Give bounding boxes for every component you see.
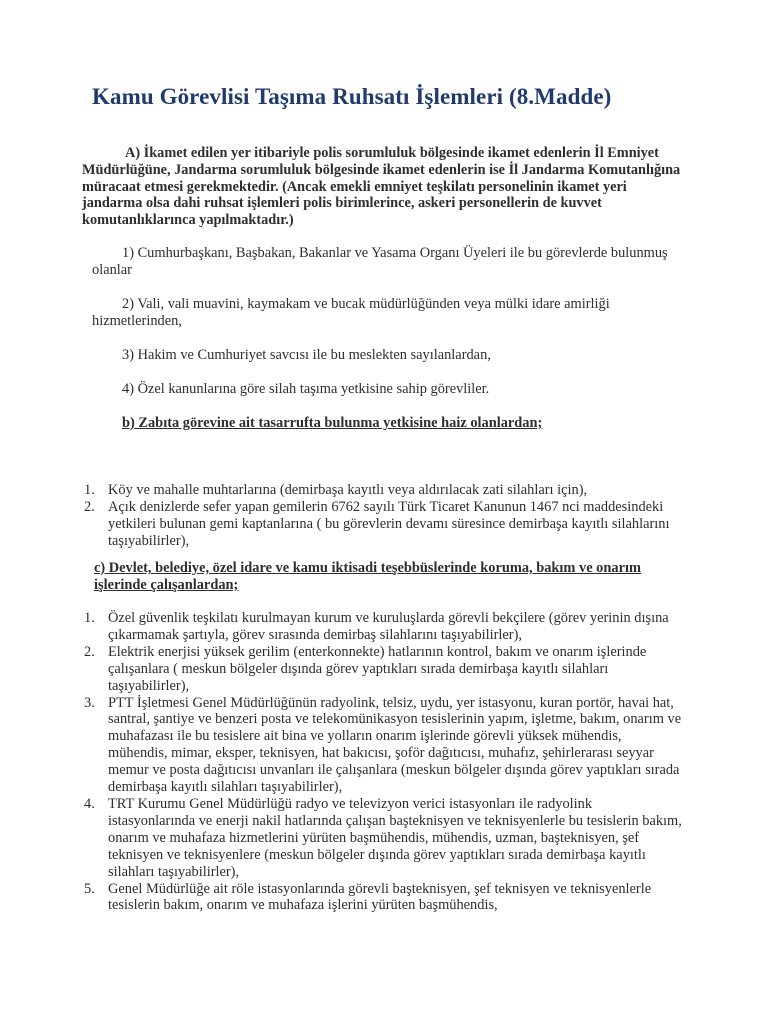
list-item-number: 1.	[84, 610, 95, 626]
list-item	[82, 695, 682, 796]
paragraph-4	[92, 381, 682, 398]
paragraph-text: 1) Cumhurbaşkanı, Başbakan, Bakanlar ve Yasama Organı Üyeleri ile bu görevlerde bulunmuş olanlar	[92, 245, 668, 278]
list-item	[82, 881, 682, 915]
paragraph-text: 2) Vali, vali muavini, kaymakam ve bucak müdürlüğünden veya mülki idare amirliği hizmetlerinden,	[92, 296, 610, 329]
list-item-number: 2.	[84, 643, 95, 660]
intro-paragraph	[82, 145, 682, 229]
paragraph-2	[92, 296, 682, 330]
section-c-list	[82, 610, 682, 914]
list-item-text: Açık denizlerde sefer yapan gemilerin 6762 sayılı Türk Ticaret Kanunun 1467 nci maddesindeki yetkileri bulunan gemi kaptanlarına ( bu görevlerin devamı süresince demirbaşa kayıtlı silahlarını taşıyabilirler),	[108, 498, 670, 549]
list-item	[82, 796, 682, 881]
list-item-text: Genel Müdürlüğe ait röle istasyonlarında görevli başteknisyen, şef teknisyen ve teknisyenlerle tesislerin bakım, onarım ve muhafaza işlerini yürüten başmühendis,	[108, 880, 652, 914]
section-b-list	[82, 482, 682, 550]
paragraph-1	[92, 245, 682, 279]
list-item-number: 5.	[84, 880, 95, 897]
list-item-number: 1.	[84, 482, 95, 498]
list-item-text: Özel güvenlik teşkilatı kurulmayan kurum ve kuruluşlarda görevli bekçilere (görev yerinin dışına çıkarmamak şartıyla, görev sırasında demirbaş silahlarını taşıyabilirler),	[108, 610, 669, 643]
list-item	[82, 610, 682, 644]
list-item-number: 2.	[84, 498, 95, 515]
paragraph-3	[92, 347, 682, 364]
section-c-heading: c) Devlet, belediye, özel idare ve kamu iktisadi teşebbüslerinde koruma, bakım ve onarım işlerinde çalışanlardan;	[94, 560, 641, 593]
intro-text: A) İkamet edilen yer itibariyle polis sorumluluk bölgesinde ikamet edenlerin İl Emniyet Müdürlüğüne, Jandarma sorumluluk bölgesinde ikamet edenlerin ise İl Jandarma Komutanlığına müracaat etmesi gerekmektedir. (Ancak emekli emniyet teşkilatı personelinin ikamet yeri jandarma olsa dahi ruhsat işlemleri polis birimlerince, askeri personellerin de kuvvet komutanlıklarınca yapılmaktadır.)	[82, 145, 681, 229]
list-item-number: 4.	[84, 795, 95, 812]
list-item-text: TRT Kurumu Genel Müdürlüğü radyo ve televizyon verici istasyonları ile radyolink istasyonlarında ve enerji nakil hatlarında çalışan başteknisyen ve teknisyenlerle bu tesislerin bakım, onarım ve muhafaza hizmetlerini yürüten başmühendis, mühendis, uzman, başteknisyen, şef teknisyen ve teknisyenlere (meskun bölgeler dışında görev yaptıkları sırada demirbaşa kayıtlı silahları taşıyabilirler),	[108, 795, 682, 880]
document-title: Kamu Görevlisi Taşıma Ruhsatı İşlemleri (8.Madde)	[92, 84, 612, 109]
list-item-text: PTT İşletmesi Genel Müdürlüğünün radyolink, telsiz, uydu, yer istasyonu, kuran portör, havai hat, santral, şantiye ve benzeri posta ve telekomünikasyon tesislerinin yapım, işletme, bakım, onarım ve muhafazası ile bu tesislere ait bina ve yolların onarım işlerinde görevli yüksek mühendis, mühendis, mimar, eksper, teknisyen, hat bakıcısı, şoför dağıtıcısı, muhafız, şehirlerarası seyyar memur ve posta dağıtıcısı unvanları ile çalışanlara (meskun bölgeler dışında görev yaptıkları sırada demirbaşa kayıtlı silahları taşıyabilirler),	[108, 694, 682, 796]
paragraph-text: 4) Özel kanunlarına göre silah taşıma yetkisine sahip görevliler.	[122, 381, 490, 397]
list-item-text: Köy ve mahalle muhtarlarına (demirbaşa kayıtlı veya aldırılacak zati silahları için),	[108, 482, 588, 498]
section-b-heading: b) Zabıta görevine ait tasarrufta bulunma yetkisine haiz olanlardan;	[122, 415, 543, 431]
list-item-number: 3.	[84, 694, 95, 711]
list-item	[82, 499, 682, 550]
list-item-text: Elektrik enerjisi yüksek gerilim (enterkonnekte) hatlarının kontrol, bakım ve onarım işlerinde çalışanlara ( meskun bölgeler dışında görev yaptıkları sırada demirbaşa kayıtlı silahları taşıyabilirler),	[108, 643, 647, 694]
paragraph-text: 3) Hakim ve Cumhuriyet savcısı ile bu meslekten sayılanlardan,	[122, 347, 491, 363]
list-item	[82, 482, 682, 499]
list-item	[82, 644, 682, 695]
